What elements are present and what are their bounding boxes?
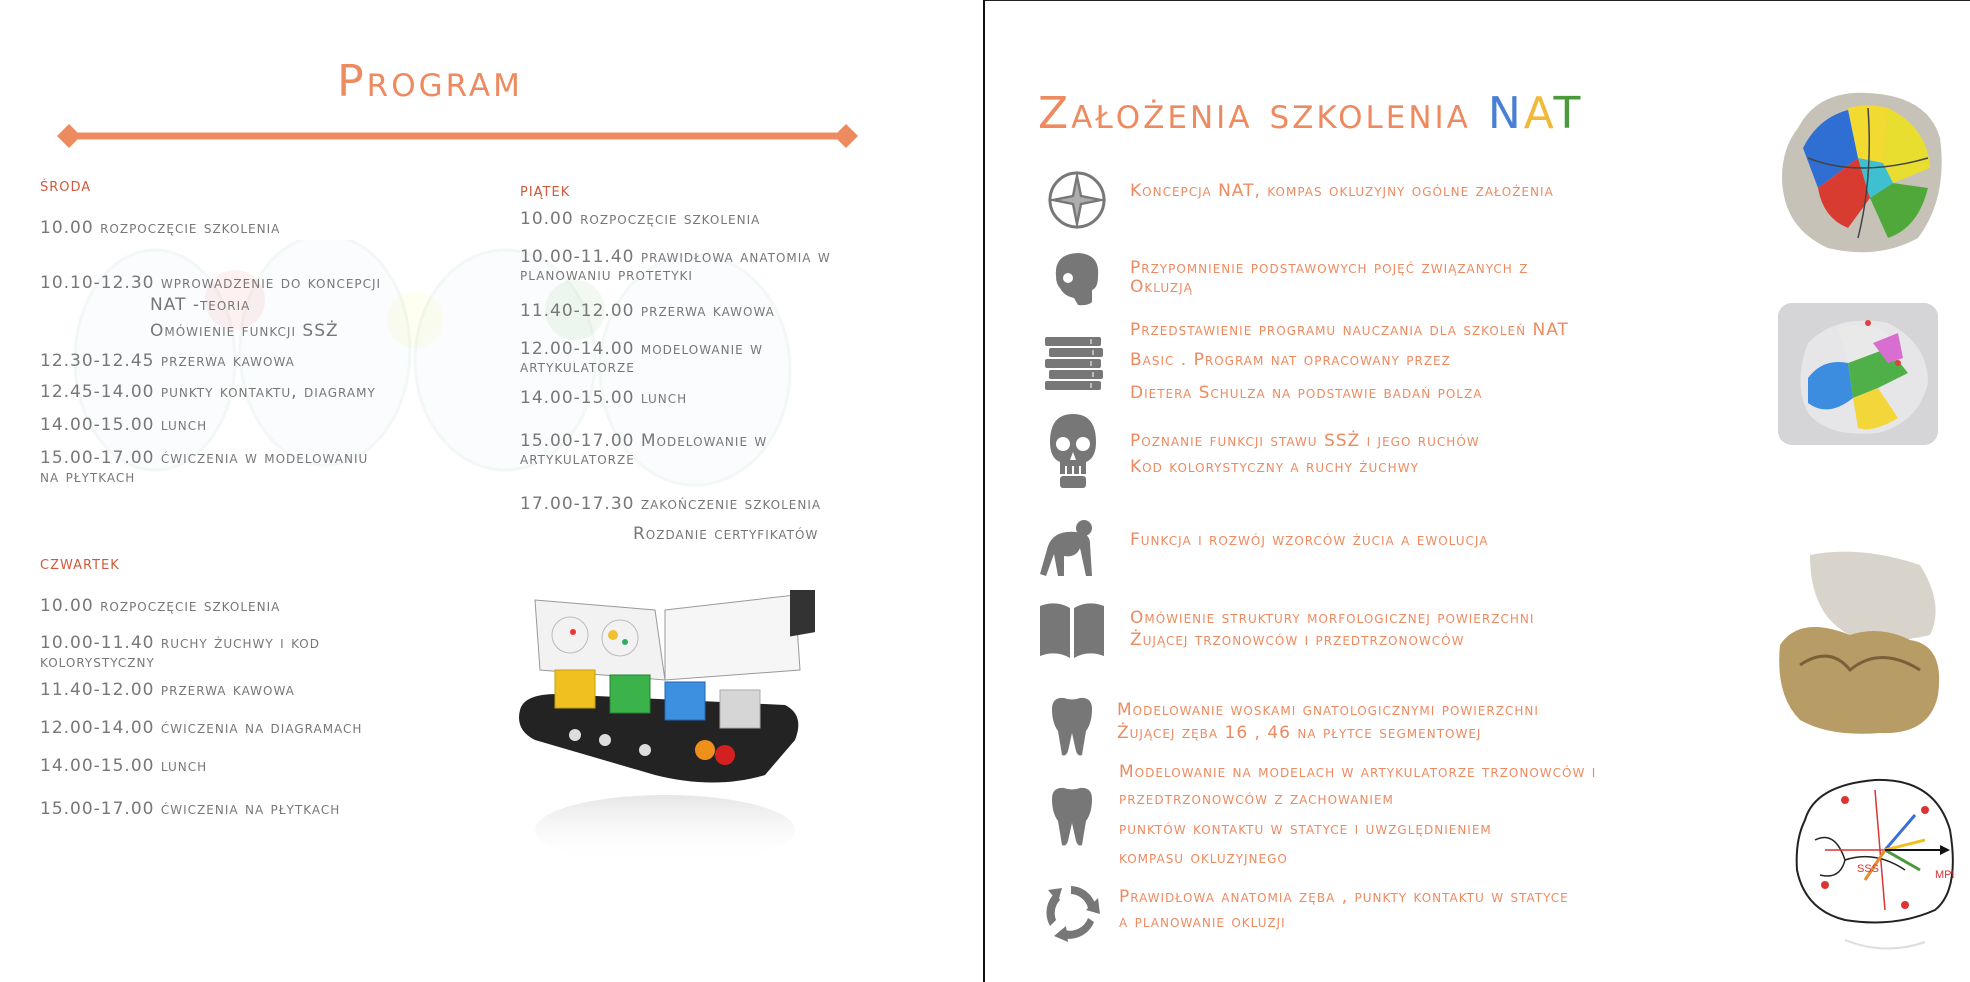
schedule-row: 10.00-11.40 ruchy żuchwy i kod	[40, 633, 320, 653]
title-a-letter: A	[1523, 88, 1554, 139]
day-label-czwartek: czwartek	[40, 553, 120, 574]
open-book-icon	[1038, 598, 1106, 662]
assumption-item: a planowanie okluzji	[1119, 912, 1286, 932]
recycle-icon	[1038, 880, 1104, 946]
tooth-icon	[1048, 785, 1096, 847]
schedule-row: 12.30-12.45 przerwa kawowa	[40, 351, 295, 371]
assumption-item: Kod kolorystyczny a ruchy żuchwy	[1130, 457, 1419, 477]
skull-side-icon	[1048, 250, 1104, 308]
assumption-item: Dietera Schulza na podstawie badań polza	[1130, 383, 1483, 403]
schedule-row: 10.00 rozpoczęcie szkolenia	[40, 596, 281, 616]
schedule-row: 10.00-11.40 prawidłowa anatomia w	[520, 247, 831, 267]
molar-model-photo	[1778, 303, 1938, 445]
schedule-row: artykulatorze	[520, 449, 635, 469]
assumptions-title-text: Założenia szkolenia	[1038, 88, 1488, 139]
left-page	[0, 0, 983, 982]
assumption-item: Okluzją	[1130, 277, 1193, 297]
tooth-crown-photo	[1770, 545, 1955, 737]
tooth-icon	[1048, 695, 1096, 757]
schedule-row: 12.00-14.00 modelowanie w	[520, 339, 763, 359]
diagram-label-mpi: MPI	[1935, 869, 1955, 881]
schedule-row: Rozdanie certyfikatów	[633, 524, 819, 544]
schedule-row: 14.00-15.00 lunch	[520, 388, 688, 408]
diagram-label-sss: SSS	[1857, 863, 1880, 875]
schedule-row: na płytkach	[40, 467, 136, 487]
schedule-row: 17.00-17.30 zakończenie szkolenia	[520, 494, 822, 514]
colored-molar-photo	[1778, 88, 1948, 258]
occlusal-compass-diagram	[1785, 760, 1965, 965]
schedule-row: Omówienie funkcji SSŻ	[150, 321, 339, 341]
assumption-item: Przypomnienie podstawowych pojęć związanych z	[1130, 258, 1529, 278]
schedule-row: planowaniu protetyki	[520, 265, 693, 285]
assumption-item: Basic . Program nat opracowany przez	[1130, 350, 1451, 370]
assumption-item: Omówienie struktury morfologicznej powierzchni	[1130, 608, 1535, 628]
schedule-row: 15.00-17.00 ćwiczenia na płytkach	[40, 799, 341, 819]
assumption-item: Żującej trzonowców i przedtrzonowców	[1130, 630, 1465, 650]
schedule-row: 10.10-12.30 wprowadzenie do koncepcji	[40, 273, 382, 293]
assumption-item: Żującej zęba 16 , 46 na płytce segmentowej	[1117, 723, 1482, 743]
day-label-piatek: piątek	[520, 180, 571, 201]
assumption-item: punktów kontaktu w statyce i uwzględnieniem	[1119, 819, 1492, 839]
compass-icon	[1045, 168, 1109, 232]
assumption-item: kompasu okluzyjnego	[1119, 848, 1288, 868]
title-n-letter: N	[1487, 88, 1524, 139]
books-icon	[1043, 333, 1105, 391]
assumptions-title	[1038, 88, 1583, 139]
ape-icon	[1036, 518, 1102, 578]
schedule-row: NAT -teoria	[150, 295, 251, 315]
schedule-row: 15.00-17.00 ćwiczenia w modelowaniu	[40, 448, 369, 468]
assumption-item: Modelowanie na modelach w artykulatorze trzonowców i	[1119, 762, 1597, 782]
schedule-row: 12.45-14.00 punkty kontaktu, diagramy	[40, 382, 376, 402]
assumption-item: Funkcja i rozwój wzorców żucia a ewolucja	[1130, 530, 1489, 550]
day-label-sroda: środa	[40, 175, 92, 196]
schedule-row: 15.00-17.00 Modelowanie w	[520, 431, 768, 451]
schedule-row: 10.00 rozpoczęcie szkolenia	[520, 209, 761, 229]
assumption-item: przedtrzonowców z zachowaniem	[1119, 789, 1394, 809]
title-t-letter: T	[1553, 88, 1584, 139]
assumption-item: Poznanie funkcji stawu SSŻ i jego ruchów	[1130, 431, 1480, 451]
schedule-row: 11.40-12.00 przerwa kawowa	[40, 680, 295, 700]
schedule-row: kolorystyczny	[40, 652, 155, 672]
assumption-item: Przedstawienie programu nauczania dla szkoleń NAT	[1130, 320, 1569, 340]
assumption-item: Modelowanie woskami gnatologicznymi powierzchni	[1117, 700, 1539, 720]
schedule-row: 14.00-15.00 lunch	[40, 756, 208, 776]
assumption-item: Koncepcja NAT, kompas okluzyjny ogólne założenia	[1130, 181, 1554, 201]
assumption-item: Prawidłowa anatomia zęba , punkty kontaktu w statyce	[1119, 887, 1569, 907]
skull-front-icon	[1046, 412, 1100, 490]
schedule-row: 14.00-15.00 lunch	[40, 415, 208, 435]
schedule-row: 10.00 rozpoczęcie szkolenia	[40, 218, 281, 238]
schedule-row: 11.40-12.00 przerwa kawowa	[520, 301, 775, 321]
schedule-row: artykulatorze	[520, 357, 635, 377]
nat-kit-product-image	[515, 590, 815, 880]
program-title: Program	[337, 56, 523, 107]
schedule-row: 12.00-14.00 ćwiczenia na diagramach	[40, 718, 363, 738]
title-underline-bar	[55, 122, 860, 150]
